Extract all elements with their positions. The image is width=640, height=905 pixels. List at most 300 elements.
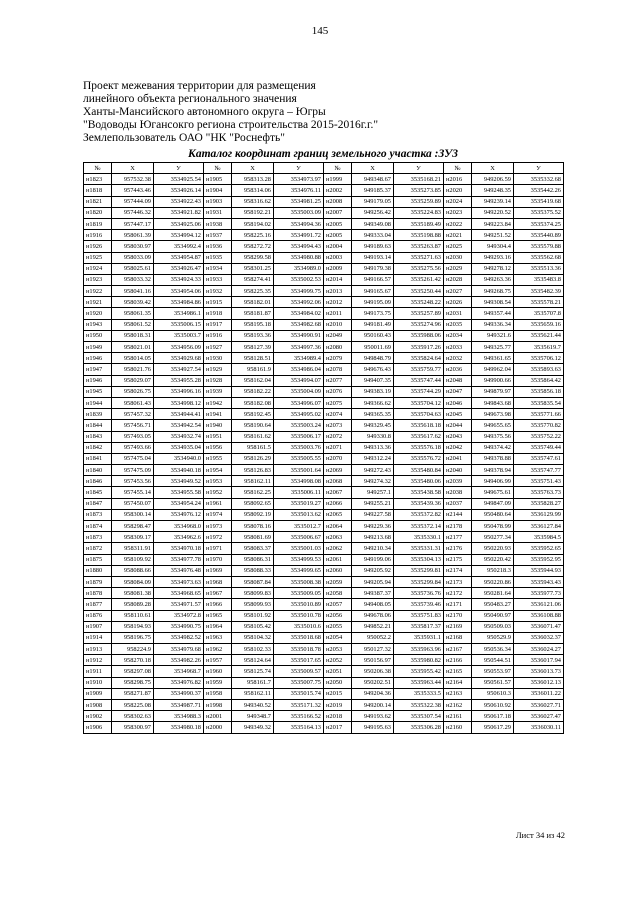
point-id-cell: н2043 xyxy=(444,431,472,442)
point-id-cell: н1927 xyxy=(204,342,232,353)
point-id-cell: н2058 xyxy=(324,588,352,599)
x-coordinate-cell: 949365.35 xyxy=(352,409,394,420)
y-coordinate-cell: 3535952.95 xyxy=(514,554,564,565)
x-coordinate-cell: 958089.28 xyxy=(112,599,154,610)
y-coordinate-cell: 3535576.18 xyxy=(394,442,444,453)
point-id-cell: н2171 xyxy=(444,599,472,610)
y-coordinate-cell: 3534990.91 xyxy=(274,330,324,341)
point-id-cell: н2012 xyxy=(324,297,352,308)
y-coordinate-cell: 3535224.83 xyxy=(394,207,444,218)
table-row xyxy=(84,487,564,498)
point-id-cell: н2064 xyxy=(324,521,352,532)
point-id-cell: н1820 xyxy=(84,207,112,218)
point-id-cell: н1920 xyxy=(84,308,112,319)
x-coordinate-cell: 958099.93 xyxy=(232,599,274,610)
point-id-cell: н2068 xyxy=(324,476,352,487)
y-coordinate-cell: 3534926.47 xyxy=(154,263,204,274)
y-coordinate-cell: 3535003.76 xyxy=(274,442,324,453)
y-coordinate-cell: 3534999.75 xyxy=(274,286,324,297)
y-coordinate-cell: 3535009.57 xyxy=(274,666,324,677)
y-coordinate-cell: 3534927.54 xyxy=(154,364,204,375)
point-id-cell: н2165 xyxy=(444,666,472,677)
point-id-cell: н2028 xyxy=(444,274,472,285)
point-id-cell: н1846 xyxy=(84,476,112,487)
y-coordinate-cell: 3536012.13 xyxy=(514,677,564,688)
point-id-cell: н1933 xyxy=(204,274,232,285)
point-id-cell: н1819 xyxy=(84,218,112,229)
y-coordinate-cell: 3534968.65 xyxy=(154,588,204,599)
y-coordinate-cell: 3536011.22 xyxy=(514,688,564,699)
point-id-cell: н1954 xyxy=(204,465,232,476)
y-coordinate-cell: 3535736.76 xyxy=(394,588,444,599)
point-id-cell: н2042 xyxy=(444,442,472,453)
point-id-cell: н2018 xyxy=(324,711,352,722)
x-coordinate-cell: 949678.06 xyxy=(352,610,394,621)
x-coordinate-cell: 958109.92 xyxy=(112,554,154,565)
x-coordinate-cell: 950490.97 xyxy=(472,610,514,621)
x-coordinate-cell: 949383.19 xyxy=(352,386,394,397)
x-coordinate-cell: 958301.25 xyxy=(232,263,274,274)
point-id-cell: н2026 xyxy=(444,297,472,308)
point-id-cell: н1875 xyxy=(84,554,112,565)
table-row xyxy=(84,230,564,241)
y-coordinate-cell: 3535013.62 xyxy=(274,509,324,520)
x-coordinate-cell: 958309.17 xyxy=(112,532,154,543)
point-id-cell: н1878 xyxy=(84,588,112,599)
point-id-cell: н1959 xyxy=(204,677,232,688)
point-id-cell: н2004 xyxy=(324,241,352,252)
point-id-cell: н2052 xyxy=(324,655,352,666)
x-coordinate-cell: 958084.09 xyxy=(112,576,154,587)
x-coordinate-cell: 949185.37 xyxy=(352,185,394,196)
x-coordinate-cell: 950478.99 xyxy=(472,521,514,532)
y-coordinate-cell: 3534935.04 xyxy=(154,442,204,453)
y-coordinate-cell: 3534954.24 xyxy=(154,498,204,509)
document-header xyxy=(83,80,378,145)
x-coordinate-cell: 949248.35 xyxy=(472,185,514,196)
point-id-cell: н1926 xyxy=(84,241,112,252)
y-coordinate-cell: 3535304.13 xyxy=(394,554,444,565)
point-id-cell: н2008 xyxy=(324,196,352,207)
table-row xyxy=(84,509,564,520)
point-id-cell: н1847 xyxy=(84,498,112,509)
y-coordinate-cell: 3534921.82 xyxy=(154,207,204,218)
y-coordinate-cell: 3535747.44 xyxy=(394,375,444,386)
x-coordinate-cell: 958110.61 xyxy=(112,610,154,621)
x-coordinate-cell: 949336.34 xyxy=(472,319,514,330)
y-coordinate-cell: 3535259.89 xyxy=(394,196,444,207)
y-coordinate-cell: 3534973.63 xyxy=(154,576,204,587)
y-coordinate-cell: 3535751.83 xyxy=(394,610,444,621)
point-id-cell: н2005 xyxy=(324,218,352,229)
x-coordinate-cell: 958081.38 xyxy=(112,588,154,599)
x-coordinate-cell: 950509.03 xyxy=(472,621,514,632)
x-coordinate-cell: 958061.43 xyxy=(112,397,154,408)
x-coordinate-cell: 950156.97 xyxy=(352,655,394,666)
column-header: У xyxy=(154,163,204,174)
x-coordinate-cell: 958087.84 xyxy=(232,576,274,587)
header-line-2: линейного объекта регионального значения xyxy=(83,93,297,105)
x-coordinate-cell: 950220.86 xyxy=(472,576,514,587)
table-row xyxy=(84,465,564,476)
point-id-cell: н1918 xyxy=(204,308,232,319)
y-coordinate-cell: 3535621.44 xyxy=(514,330,564,341)
x-coordinate-cell: 958190.64 xyxy=(232,420,274,431)
table-row xyxy=(84,431,564,442)
point-id-cell: н2056 xyxy=(324,610,352,621)
y-coordinate-cell: 3535307.54 xyxy=(394,711,444,722)
y-coordinate-cell: 3534976.11 xyxy=(274,185,324,196)
point-id-cell: н1844 xyxy=(84,420,112,431)
point-id-cell: н2172 xyxy=(444,588,472,599)
y-coordinate-cell: 3534972.8 xyxy=(154,610,204,621)
point-id-cell: н2031 xyxy=(444,308,472,319)
x-coordinate-cell: 958298.75 xyxy=(112,677,154,688)
point-id-cell: н2177 xyxy=(444,532,472,543)
x-coordinate-cell: 950277.34 xyxy=(472,532,514,543)
point-id-cell: н1917 xyxy=(204,319,232,330)
y-coordinate-cell: 3535006.15 xyxy=(154,319,204,330)
y-coordinate-cell: 3534971.57 xyxy=(154,599,204,610)
x-coordinate-cell: 958127.39 xyxy=(232,342,274,353)
y-coordinate-cell: 3535419.68 xyxy=(514,196,564,207)
y-coordinate-cell: 3535749.44 xyxy=(514,442,564,453)
y-coordinate-cell: 3535704.12 xyxy=(394,397,444,408)
x-coordinate-cell: 958162.25 xyxy=(232,487,274,498)
point-id-cell: н2000 xyxy=(204,722,232,733)
point-id-cell: н2001 xyxy=(204,711,232,722)
y-coordinate-cell: 3535579.88 xyxy=(514,241,564,252)
column-header: № xyxy=(444,163,472,174)
point-id-cell: н1879 xyxy=(84,576,112,587)
x-coordinate-cell: 949348.67 xyxy=(352,174,394,185)
point-id-cell: н1945 xyxy=(84,386,112,397)
x-coordinate-cell: 958018.31 xyxy=(112,330,154,341)
point-id-cell: н1935 xyxy=(204,252,232,263)
y-coordinate-cell: 3535374.25 xyxy=(514,218,564,229)
y-coordinate-cell: 3535010.78 xyxy=(274,610,324,621)
x-coordinate-cell: 958126.29 xyxy=(232,453,274,464)
point-id-cell: н1943 xyxy=(84,319,112,330)
y-coordinate-cell: 3535747.77 xyxy=(514,465,564,476)
column-header: № xyxy=(204,163,232,174)
x-coordinate-cell: 958162.04 xyxy=(232,375,274,386)
x-coordinate-cell: 949848.79 xyxy=(352,353,394,364)
table-row xyxy=(84,476,564,487)
point-id-cell: н1953 xyxy=(204,476,232,487)
table-row xyxy=(84,632,564,643)
y-coordinate-cell: 3535003.24 xyxy=(274,420,324,431)
x-coordinate-cell: 949195.09 xyxy=(352,297,394,308)
x-coordinate-cell: 958029.07 xyxy=(112,375,154,386)
y-coordinate-cell: 3534922.43 xyxy=(154,196,204,207)
x-coordinate-cell: 949313.36 xyxy=(352,442,394,453)
point-id-cell: н1872 xyxy=(84,543,112,554)
point-id-cell: н1922 xyxy=(84,286,112,297)
point-id-cell: н1940 xyxy=(204,420,232,431)
table-row xyxy=(84,565,564,576)
x-coordinate-cell: 957450.07 xyxy=(112,498,154,509)
point-id-cell: н1843 xyxy=(84,431,112,442)
column-header: У xyxy=(514,163,564,174)
y-coordinate-cell: 3535824.64 xyxy=(394,353,444,364)
table-row xyxy=(84,521,564,532)
y-coordinate-cell: 3535006.67 xyxy=(274,532,324,543)
point-id-cell: н1974 xyxy=(204,509,232,520)
x-coordinate-cell: 950220.93 xyxy=(472,543,514,554)
x-coordinate-cell: 958300.97 xyxy=(112,722,154,733)
x-coordinate-cell: 958124.64 xyxy=(232,655,274,666)
y-coordinate-cell: 3534998.12 xyxy=(154,397,204,408)
x-coordinate-cell: 950617.18 xyxy=(472,711,514,722)
y-coordinate-cell: 3534980.18 xyxy=(154,722,204,733)
y-coordinate-cell: 3535330.1 xyxy=(394,532,444,543)
y-coordinate-cell: 3535198.88 xyxy=(394,230,444,241)
y-coordinate-cell: 3534979.68 xyxy=(154,644,204,655)
x-coordinate-cell: 958088.66 xyxy=(112,565,154,576)
y-coordinate-cell: 3535835.54 xyxy=(514,397,564,408)
point-id-cell: н1840 xyxy=(84,465,112,476)
table-row xyxy=(84,700,564,711)
column-header: У xyxy=(274,163,324,174)
x-coordinate-cell: 949268.75 xyxy=(472,286,514,297)
y-coordinate-cell: 3535763.73 xyxy=(514,487,564,498)
point-id-cell: н2030 xyxy=(444,252,472,263)
x-coordinate-cell: 958086.31 xyxy=(232,554,274,565)
x-coordinate-cell: 950281.64 xyxy=(472,588,514,599)
x-coordinate-cell: 949361.65 xyxy=(472,353,514,364)
y-coordinate-cell: 3535578.21 xyxy=(514,297,564,308)
point-id-cell: н2033 xyxy=(444,342,472,353)
y-coordinate-cell: 3535480.84 xyxy=(394,465,444,476)
point-id-cell: н1962 xyxy=(204,644,232,655)
x-coordinate-cell: 957444.09 xyxy=(112,196,154,207)
y-coordinate-cell: 3535963.44 xyxy=(394,677,444,688)
x-coordinate-cell: 949278.12 xyxy=(472,263,514,274)
point-id-cell: н2059 xyxy=(324,576,352,587)
x-coordinate-cell: 958194.93 xyxy=(112,621,154,632)
x-coordinate-cell: 958314.06 xyxy=(232,185,274,196)
y-coordinate-cell: 3534955.58 xyxy=(154,487,204,498)
x-coordinate-cell: 949166.57 xyxy=(352,274,394,285)
y-coordinate-cell: 3534988.3 xyxy=(154,711,204,722)
point-id-cell: н1930 xyxy=(204,353,232,364)
y-coordinate-cell: 3535984.5 xyxy=(514,532,564,543)
x-coordinate-cell: 958128.51 xyxy=(232,353,274,364)
point-id-cell: н2022 xyxy=(444,218,472,229)
point-id-cell: н2168 xyxy=(444,632,472,643)
x-coordinate-cell: 950127.32 xyxy=(352,644,394,655)
y-coordinate-cell: 3535010.6 xyxy=(274,621,324,632)
table-row xyxy=(84,599,564,610)
point-id-cell: н1958 xyxy=(204,688,232,699)
point-id-cell: н1938 xyxy=(204,218,232,229)
x-coordinate-cell: 949879.97 xyxy=(472,386,514,397)
y-coordinate-cell: 3534995.02 xyxy=(274,409,324,420)
x-coordinate-cell: 950610.92 xyxy=(472,700,514,711)
x-coordinate-cell: 949223.84 xyxy=(472,218,514,229)
point-id-cell: н1999 xyxy=(324,174,352,185)
point-id-cell: н2169 xyxy=(444,621,472,632)
x-coordinate-cell: 949349.08 xyxy=(352,218,394,229)
table-row xyxy=(84,554,564,565)
point-id-cell: н2051 xyxy=(324,666,352,677)
x-coordinate-cell: 949843.68 xyxy=(472,397,514,408)
y-coordinate-cell: 3535480.06 xyxy=(394,476,444,487)
y-coordinate-cell: 3534992.4 xyxy=(154,241,204,252)
point-id-cell: н2005 xyxy=(324,230,352,241)
point-id-cell: н2071 xyxy=(324,442,352,453)
table-row xyxy=(84,241,564,252)
x-coordinate-cell: 949256.42 xyxy=(352,207,394,218)
point-id-cell: н2015 xyxy=(324,688,352,699)
x-coordinate-cell: 949675.61 xyxy=(472,487,514,498)
point-id-cell: н2062 xyxy=(324,543,352,554)
x-coordinate-cell: 949251.52 xyxy=(472,230,514,241)
y-coordinate-cell: 3534984.86 xyxy=(154,297,204,308)
x-coordinate-cell: 958192.21 xyxy=(232,207,274,218)
y-coordinate-cell: 3534997.36 xyxy=(274,342,324,353)
x-coordinate-cell: 958300.14 xyxy=(112,509,154,520)
y-coordinate-cell: 3534990.75 xyxy=(154,621,204,632)
table-row xyxy=(84,353,564,364)
y-coordinate-cell: 3534954.87 xyxy=(154,252,204,263)
column-header: X xyxy=(352,163,394,174)
x-coordinate-cell: 958092.65 xyxy=(232,498,274,509)
x-coordinate-cell: 958182.08 xyxy=(232,397,274,408)
x-coordinate-cell: 949375.56 xyxy=(472,431,514,442)
y-coordinate-cell: 3535963.96 xyxy=(394,644,444,655)
point-id-cell: н1949 xyxy=(84,342,112,353)
y-coordinate-cell: 3535001.64 xyxy=(274,465,324,476)
x-coordinate-cell: 949366.62 xyxy=(352,397,394,408)
x-coordinate-cell: 949308.54 xyxy=(472,297,514,308)
point-id-cell: н1923 xyxy=(84,274,112,285)
x-coordinate-cell: 949374.42 xyxy=(472,442,514,453)
point-id-cell: н1932 xyxy=(204,286,232,297)
table-row xyxy=(84,218,564,229)
point-id-cell: н2035 xyxy=(444,319,472,330)
point-id-cell: н2170 xyxy=(444,610,472,621)
x-coordinate-cell: 950483.27 xyxy=(472,599,514,610)
y-coordinate-cell: 3534999.53 xyxy=(274,554,324,565)
y-coordinate-cell: 3535171.32 xyxy=(274,700,324,711)
point-id-cell: н1903 xyxy=(204,196,232,207)
point-id-cell: н1967 xyxy=(204,588,232,599)
point-id-cell: н2044 xyxy=(444,420,472,431)
point-id-cell: н2009 xyxy=(324,263,352,274)
x-coordinate-cell: 949962.04 xyxy=(472,364,514,375)
x-coordinate-cell: 957532.38 xyxy=(112,174,154,185)
y-coordinate-cell: 3535257.89 xyxy=(394,308,444,319)
y-coordinate-cell: 3534980.88 xyxy=(274,252,324,263)
point-id-cell: н2027 xyxy=(444,286,472,297)
point-id-cell: н2073 xyxy=(324,420,352,431)
y-coordinate-cell: 3536027.47 xyxy=(514,711,564,722)
point-id-cell: н2013 xyxy=(324,286,352,297)
x-coordinate-cell: 949220.52 xyxy=(472,207,514,218)
table-row xyxy=(84,263,564,274)
x-coordinate-cell: 958021.01 xyxy=(112,342,154,353)
point-id-cell: н1839 xyxy=(84,409,112,420)
x-coordinate-cell: 949673.98 xyxy=(472,409,514,420)
point-id-cell: н2002 xyxy=(324,185,352,196)
point-id-cell: н2047 xyxy=(444,386,472,397)
table-row xyxy=(84,386,564,397)
y-coordinate-cell: 3535017.65 xyxy=(274,655,324,666)
y-coordinate-cell: 3535003.09 xyxy=(274,207,324,218)
header-line-4: "Водоводы Югансокго региона строительства 2015-2016г.г." xyxy=(83,119,379,131)
table-row xyxy=(84,397,564,408)
x-coordinate-cell: 949349.32 xyxy=(232,722,274,733)
x-coordinate-cell: 958274.41 xyxy=(232,274,274,285)
x-coordinate-cell: 949340.52 xyxy=(232,700,274,711)
point-id-cell: н1965 xyxy=(204,610,232,621)
x-coordinate-cell: 949321.6 xyxy=(472,330,514,341)
x-coordinate-cell: 958297.08 xyxy=(112,666,154,677)
point-id-cell: н1964 xyxy=(204,621,232,632)
x-coordinate-cell: 949206.59 xyxy=(472,174,514,185)
x-coordinate-cell: 957455.14 xyxy=(112,487,154,498)
point-id-cell: н1880 xyxy=(84,565,112,576)
x-coordinate-cell: 957447.17 xyxy=(112,218,154,229)
y-coordinate-cell: 3535752.22 xyxy=(514,431,564,442)
y-coordinate-cell: 3535442.26 xyxy=(514,185,564,196)
point-id-cell: н1925 xyxy=(84,252,112,263)
y-coordinate-cell: 3535751.43 xyxy=(514,476,564,487)
table-row xyxy=(84,644,564,655)
point-id-cell: н2048 xyxy=(444,375,472,386)
x-coordinate-cell: 958078.16 xyxy=(232,521,274,532)
point-id-cell: н1947 xyxy=(84,364,112,375)
x-coordinate-cell: 949272.43 xyxy=(352,465,394,476)
point-id-cell: н1931 xyxy=(204,207,232,218)
y-coordinate-cell: 3535744.29 xyxy=(394,386,444,397)
column-header: № xyxy=(324,163,352,174)
column-header: X xyxy=(472,163,514,174)
y-coordinate-cell: 3535828.27 xyxy=(514,498,564,509)
y-coordinate-cell: 3534998.08 xyxy=(274,476,324,487)
x-coordinate-cell: 958021.76 xyxy=(112,364,154,375)
x-coordinate-cell: 958083.37 xyxy=(232,543,274,554)
point-id-cell: н2029 xyxy=(444,263,472,274)
x-coordinate-cell: 958041.16 xyxy=(112,286,154,297)
x-coordinate-cell: 958225.08 xyxy=(112,700,154,711)
y-coordinate-cell: 3536027.71 xyxy=(514,700,564,711)
y-coordinate-cell: 3536013.73 xyxy=(514,666,564,677)
point-id-cell: н1924 xyxy=(84,263,112,274)
y-coordinate-cell: 3535006.11 xyxy=(274,487,324,498)
y-coordinate-cell: 3535299.81 xyxy=(394,565,444,576)
point-id-cell: н1968 xyxy=(204,576,232,587)
x-coordinate-cell: 949330.8 xyxy=(352,431,394,442)
y-coordinate-cell: 3534996.16 xyxy=(154,386,204,397)
y-coordinate-cell: 3535164.13 xyxy=(274,722,324,733)
table-row xyxy=(84,274,564,285)
x-coordinate-cell: 957475.04 xyxy=(112,453,154,464)
x-coordinate-cell: 958298.47 xyxy=(112,521,154,532)
y-coordinate-cell: 3534994.07 xyxy=(274,375,324,386)
x-coordinate-cell: 958195.18 xyxy=(232,319,274,330)
point-id-cell: н1874 xyxy=(84,521,112,532)
y-coordinate-cell: 3536129.99 xyxy=(514,509,564,520)
table-row xyxy=(84,364,564,375)
point-id-cell: н2024 xyxy=(444,196,472,207)
x-coordinate-cell: 957475.09 xyxy=(112,465,154,476)
y-coordinate-cell: 3535617.62 xyxy=(394,431,444,442)
x-coordinate-cell: 949312.24 xyxy=(352,453,394,464)
table-row xyxy=(84,330,564,341)
